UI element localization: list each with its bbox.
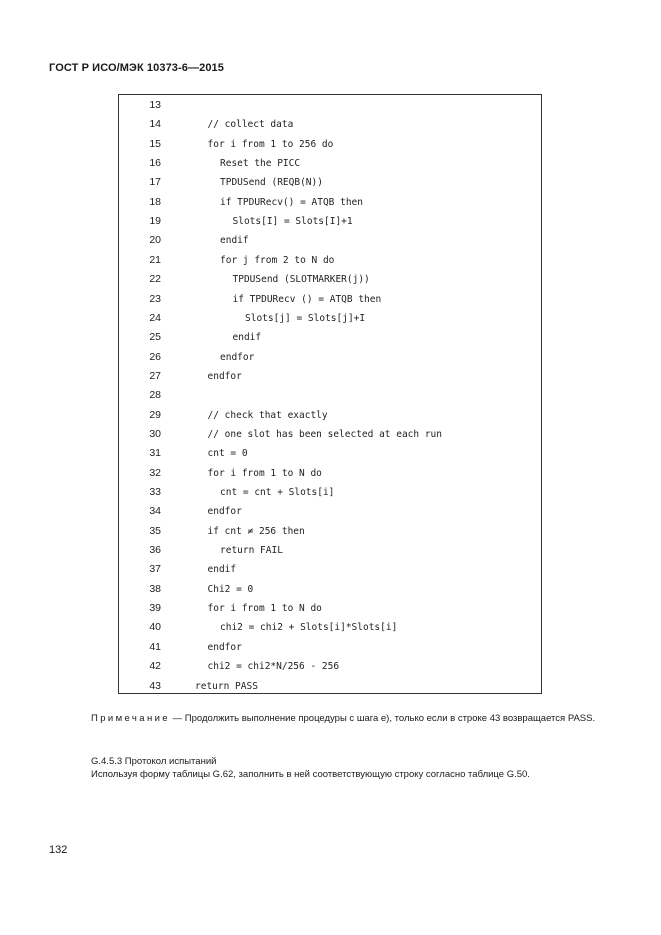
code-line xyxy=(119,541,541,560)
line-number: 39 xyxy=(149,602,161,615)
code-line xyxy=(119,135,541,154)
code-line xyxy=(119,309,541,328)
section-text: Используя форму таблицы G.62, заполнить в ней соответствующую строку согласно таблице G.50. xyxy=(91,769,530,780)
code-line xyxy=(119,367,541,386)
code-text: for i from 1 to 256 do xyxy=(207,138,334,150)
line-number: 32 xyxy=(149,466,161,479)
line-number: 37 xyxy=(149,563,161,576)
code-line xyxy=(119,638,541,657)
code-line xyxy=(119,270,541,289)
code-line xyxy=(119,193,541,212)
code-text: Chi2 = 0 xyxy=(207,583,254,595)
code-text: endif xyxy=(207,564,237,576)
code-text: for i from 1 to N do xyxy=(207,467,322,479)
line-number: 29 xyxy=(149,408,161,421)
note-text: — Продолжить выполнение процедуры с шага е), только если в строке 43 возвращается PASS. xyxy=(170,713,596,724)
line-number: 20 xyxy=(149,234,161,247)
section-title: G.4.5.3 Протокол испытаний xyxy=(91,756,217,767)
code-text: TPDUSend (SLOTMARKER(j)) xyxy=(232,274,370,286)
line-number: 28 xyxy=(149,389,161,402)
code-text: for j from 2 to N do xyxy=(220,254,335,266)
code-line xyxy=(119,231,541,250)
code-text: if TPDURecv() = ATQB then xyxy=(220,196,363,208)
code-text: if cnt ≠ 256 then xyxy=(207,525,305,537)
code-line xyxy=(119,173,541,192)
line-number: 21 xyxy=(149,253,161,266)
line-number: 38 xyxy=(149,582,161,595)
line-number: 34 xyxy=(149,505,161,518)
line-number: 17 xyxy=(149,176,161,189)
line-number: 13 xyxy=(149,99,161,111)
code-text: cnt = cnt + Slots[i] xyxy=(220,487,335,498)
line-number: 27 xyxy=(149,369,161,382)
code-line xyxy=(119,154,541,173)
code-line xyxy=(119,115,541,134)
code-text: TPDUSend (REQB(N)) xyxy=(220,177,323,189)
line-number: 18 xyxy=(149,195,161,208)
code-text: endfor xyxy=(207,370,242,382)
line-number: 19 xyxy=(149,215,161,228)
code-line xyxy=(119,464,541,483)
code-text: chi2 = chi2*N/256 - 256 xyxy=(207,661,340,673)
line-number: 23 xyxy=(149,292,161,305)
code-line xyxy=(119,618,541,637)
code-line xyxy=(119,599,541,618)
code-text: // collect data xyxy=(207,119,294,131)
code-text: Reset the PICC xyxy=(220,158,301,170)
code-line xyxy=(119,502,541,521)
line-number: 14 xyxy=(149,118,161,131)
code-line xyxy=(119,96,541,115)
code-line xyxy=(119,580,541,599)
line-number: 41 xyxy=(149,640,161,653)
code-text: if TPDURecv () = ATQB then xyxy=(232,293,382,305)
code-line xyxy=(119,406,541,425)
page-number: 132 xyxy=(49,844,68,856)
line-number: 16 xyxy=(149,157,161,170)
code-text: endif xyxy=(220,235,249,247)
code-line xyxy=(119,290,541,309)
code-line xyxy=(119,348,541,367)
code-line xyxy=(119,560,541,579)
line-number: 22 xyxy=(149,273,161,286)
line-number: 42 xyxy=(149,660,161,673)
code-line xyxy=(119,522,541,541)
code-text: return PASS xyxy=(195,680,258,692)
code-text: for i from 1 to N do xyxy=(207,603,322,615)
code-text: endif xyxy=(232,332,262,344)
code-text: cnt = 0 xyxy=(207,448,248,460)
line-number: 43 xyxy=(149,679,161,692)
line-number: 25 xyxy=(149,331,161,344)
code-line xyxy=(119,251,541,270)
code-text: // check that exactly xyxy=(207,409,328,421)
code-text: return FAIL xyxy=(220,545,283,557)
document-header: ГОСТ Р ИСО/МЭК 10373-6—2015 xyxy=(49,62,224,74)
code-text: endfor xyxy=(207,506,242,518)
code-text: chi2 = chi2 + Slots[i]*Slots[i] xyxy=(220,622,398,634)
line-number: 26 xyxy=(149,350,161,363)
code-text: // one slot has been selected at each run xyxy=(207,428,442,440)
line-number: 31 xyxy=(149,447,161,460)
code-line xyxy=(119,677,541,696)
line-number: 40 xyxy=(149,621,161,634)
code-text: endfor xyxy=(220,351,255,363)
code-text: Slots[I] = Slots[I]+1 xyxy=(232,216,353,228)
line-number: 15 xyxy=(149,137,161,150)
line-number: 33 xyxy=(149,486,161,498)
code-line xyxy=(119,328,541,347)
code-text: Slots[j] = Slots[j]+I xyxy=(245,312,366,324)
line-number: 36 xyxy=(149,544,161,557)
code-line xyxy=(119,425,541,444)
note-paragraph xyxy=(49,712,609,726)
code-line xyxy=(119,212,541,231)
code-line xyxy=(119,444,541,463)
line-number: 30 xyxy=(149,427,161,440)
code-line xyxy=(119,657,541,676)
code-line xyxy=(119,386,541,405)
code-text: endfor xyxy=(207,641,242,653)
line-number: 24 xyxy=(149,311,161,324)
code-listing-box xyxy=(118,94,542,694)
line-number: 35 xyxy=(149,524,161,537)
note-label: Примечание xyxy=(91,713,170,724)
code-line xyxy=(119,483,541,502)
